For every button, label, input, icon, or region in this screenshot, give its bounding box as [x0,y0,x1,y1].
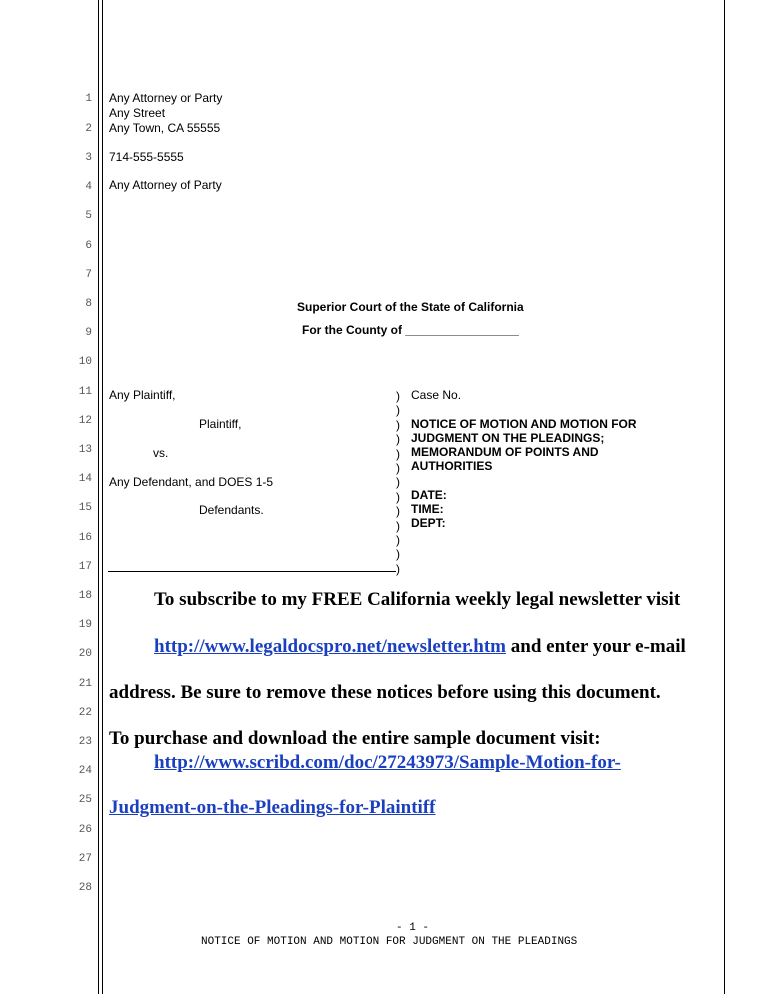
line-number: 19 [78,619,92,631]
document-title-line: JUDGMENT ON THE PLEADINGS; [411,431,605,445]
left-margin-rule-outer [98,0,99,994]
court-name: Superior Court of the State of California [297,300,524,314]
line-number: 3 [85,152,92,164]
line-number: 8 [85,298,92,310]
attorney-phone: 714-555-5555 [109,150,184,164]
line-number: 6 [85,240,92,252]
line-number: 4 [85,181,92,193]
line-number: 7 [85,269,92,281]
line-number: 22 [78,707,92,719]
document-title-line: AUTHORITIES [411,459,493,473]
defendant-role: Defendants. [199,503,264,517]
attorney-city: Any Town, CA 55555 [109,121,221,135]
line-number: 5 [85,210,92,222]
case-number-label: Case No. [411,388,462,402]
line-number: 26 [78,824,92,836]
line-number: 1 [85,93,92,105]
notice-line-2-rest: and enter your e-mail [506,636,686,657]
page-number: - 1 - [396,922,430,934]
right-margin-rule [724,0,725,994]
attorney-for: Any Attorney of Party [109,178,222,192]
line-number: 23 [78,736,92,748]
caption-parentheses: ) ) ) ) ) ) ) ) ) ) ) ) ) [396,389,400,576]
line-number: 14 [78,473,92,485]
versus-label: vs. [153,446,169,460]
line-number: 18 [78,590,92,602]
line-number: 10 [78,356,92,368]
line-number: 9 [85,327,92,339]
document-title-line: MEMORANDUM OF POINTS AND [411,445,599,459]
line-number: 21 [78,678,92,690]
defendant-name: Any Defendant, and DOES 1-5 [109,475,274,489]
purchase-notice: To purchase and download the entire sample document visit: [109,728,601,749]
line-number: 12 [78,415,92,427]
caption-underline [108,571,396,572]
notice-line-2 [154,636,686,658]
document-title-line: NOTICE OF MOTION AND MOTION FOR [411,417,637,431]
line-number: 25 [78,794,92,806]
line-number: 27 [78,853,92,865]
purchase-link-part-1[interactable]: http://www.scribd.com/doc/27243973/Sample-Motion-for- [154,752,621,773]
line-number: 2 [85,123,92,135]
purchase-link-part-2[interactable]: Judgment-on-the-Pleadings-for-Plaintiff [109,797,436,818]
line-number: 20 [78,648,92,660]
line-number: 15 [78,502,92,514]
line-number: 28 [78,882,92,894]
attorney-name: Any Attorney or Party [109,91,223,105]
footer-title: NOTICE OF MOTION AND MOTION FOR JUDGMENT ON THE PLEADINGS [201,936,578,948]
line-number: 24 [78,765,92,777]
hearing-date-label: DATE: [411,488,447,502]
line-number: 11 [78,386,92,398]
line-number: 13 [78,444,92,456]
hearing-time-label: TIME: [411,502,444,516]
notice-line-1: To subscribe to my FREE California weekly legal newsletter visit [154,589,681,610]
left-margin-rule-inner [102,0,103,994]
plaintiff-name: Any Plaintiff, [109,388,176,402]
newsletter-link[interactable]: http://www.legaldocspro.net/newsletter.htm [154,636,507,657]
hearing-dept-label: DEPT: [411,516,446,530]
court-county: For the County of _________________ [302,323,519,337]
line-number: 17 [78,561,92,573]
plaintiff-role: Plaintiff, [199,417,242,431]
line-number: 16 [78,532,92,544]
attorney-street: Any Street [109,106,166,120]
notice-line-3: address. Be sure to remove these notices before using this document. [109,682,661,703]
